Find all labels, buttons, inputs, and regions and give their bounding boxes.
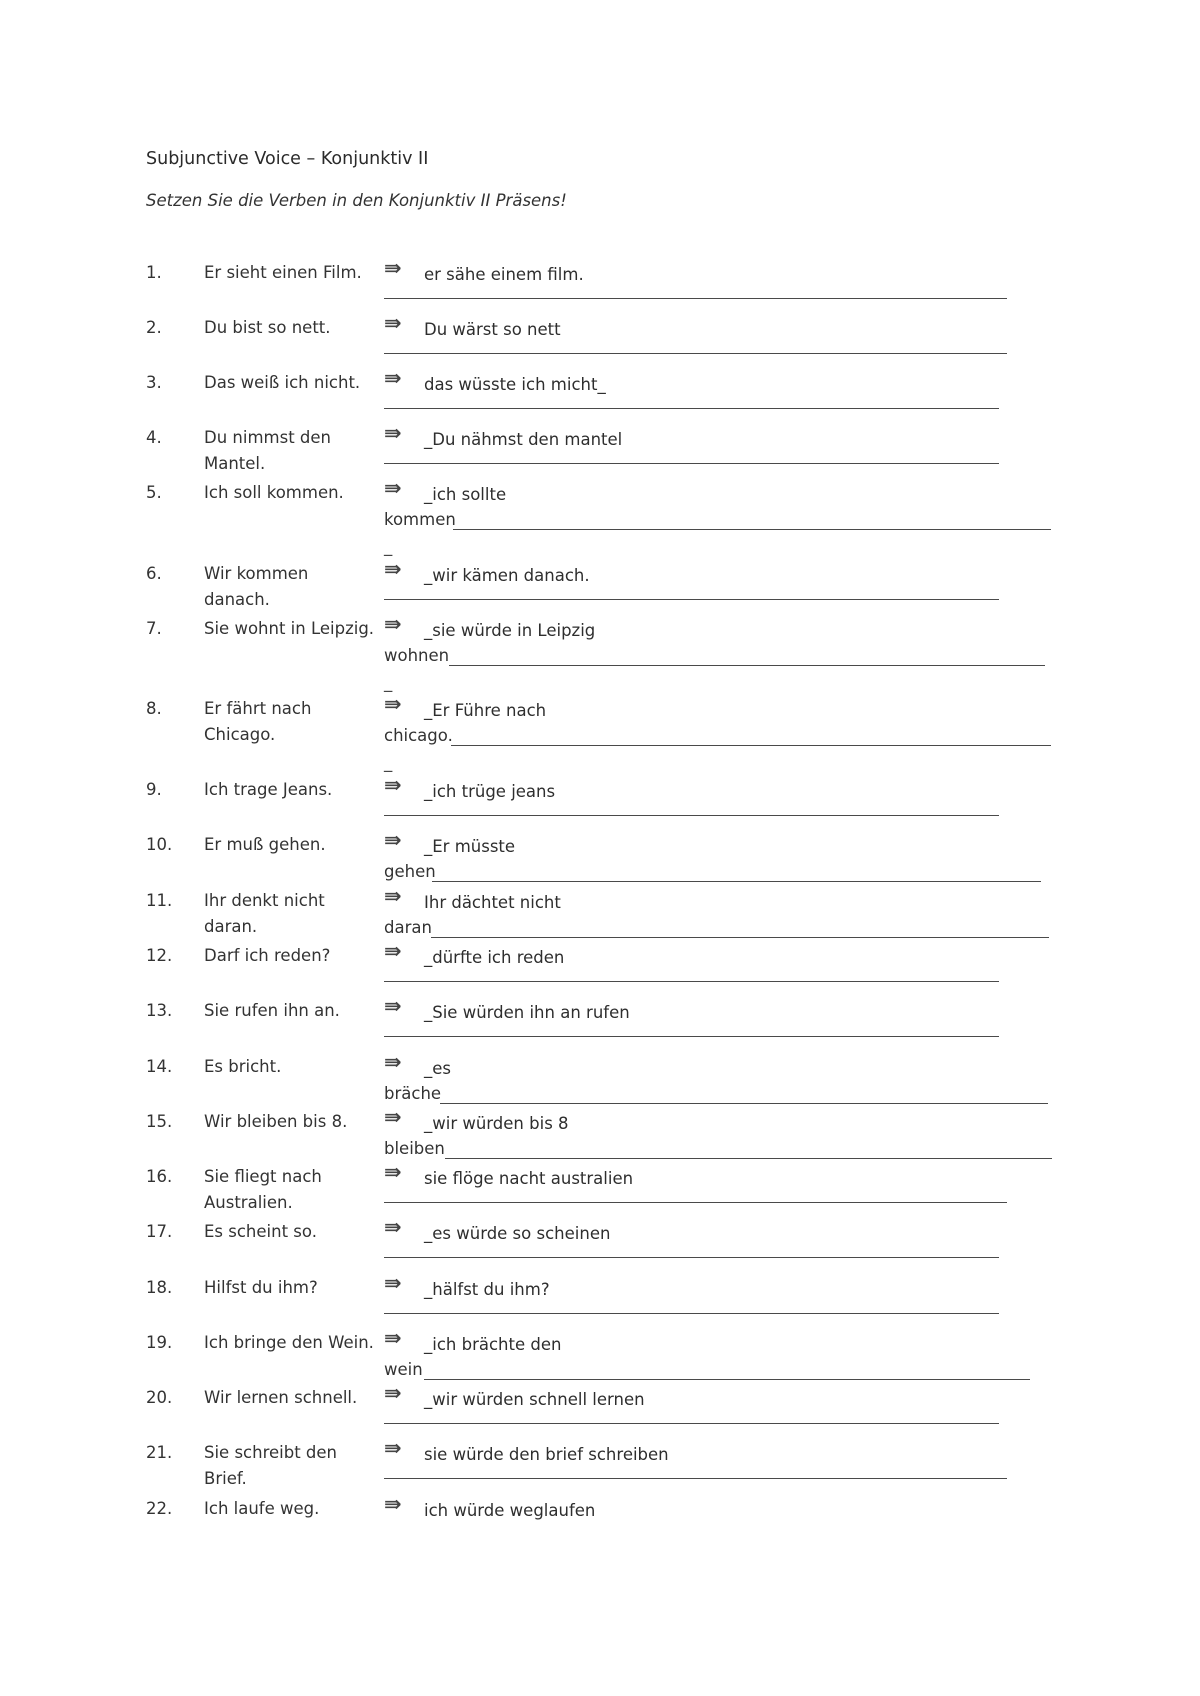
exercise-number: 1. xyxy=(146,263,162,282)
exercise-number: 14. xyxy=(146,1057,173,1076)
exercise-answer-continuation: kommen xyxy=(384,510,456,529)
exercise-answer-continuation: daran xyxy=(384,918,432,937)
answer-underline xyxy=(384,1257,999,1258)
arrow-right-icon: ⇛ xyxy=(384,1215,402,1239)
exercise-answer: sie flöge nacht australien xyxy=(424,1169,634,1188)
exercise-row xyxy=(0,692,1200,772)
exercise-number: 16. xyxy=(146,1167,173,1186)
exercise-answer-continuation: wohnen xyxy=(384,646,450,665)
arrow-right-icon: ⇛ xyxy=(384,1271,402,1295)
arrow-right-icon: ⇛ xyxy=(384,828,402,852)
arrow-right-icon: ⇛ xyxy=(384,366,402,390)
exercise-row xyxy=(0,828,1200,884)
exercise-row xyxy=(0,939,1200,995)
exercise-answer: er sähe einem film. xyxy=(424,265,584,284)
exercise-number: 20. xyxy=(146,1388,173,1407)
exercise-question: Sie fliegt nach Australien. xyxy=(204,1167,322,1212)
answer-underline xyxy=(384,1202,1007,1203)
arrow-right-icon: ⇛ xyxy=(384,1492,402,1516)
exercise-question: Er sieht einen Film. xyxy=(204,263,362,282)
exercise-number: 22. xyxy=(146,1499,173,1518)
exercise-row xyxy=(0,612,1200,692)
answer-underline xyxy=(451,745,1051,746)
exercise-number: 5. xyxy=(146,483,162,502)
arrow-right-icon: ⇛ xyxy=(384,1381,402,1405)
answer-underline xyxy=(453,529,1051,530)
exercise-number: 7. xyxy=(146,619,162,638)
exercise-number: 21. xyxy=(146,1443,173,1462)
exercise-number: 12. xyxy=(146,946,173,965)
exercise-row xyxy=(0,1492,1200,1548)
exercise-row xyxy=(0,1381,1200,1437)
arrow-right-icon: ⇛ xyxy=(384,1050,402,1074)
exercise-row xyxy=(0,476,1200,556)
exercise-row xyxy=(0,1215,1200,1271)
exercise-number: 3. xyxy=(146,373,162,392)
exercise-number: 18. xyxy=(146,1278,173,1297)
exercise-question: Er muß gehen. xyxy=(204,835,326,854)
answer-underline xyxy=(384,298,1007,299)
arrow-right-icon: ⇛ xyxy=(384,1105,402,1129)
exercise-answer: _Er müsste xyxy=(424,837,516,856)
exercise-row xyxy=(0,256,1200,312)
arrow-right-icon: ⇛ xyxy=(384,1436,402,1460)
exercise-question: Ich trage Jeans. xyxy=(204,780,333,799)
exercise-question: Du nimmst den Mantel. xyxy=(204,428,331,473)
arrow-right-icon: ⇛ xyxy=(384,994,402,1018)
answer-underline xyxy=(384,1423,999,1424)
arrow-right-icon: ⇛ xyxy=(384,692,402,716)
exercise-question: Ihr denkt nicht daran. xyxy=(204,891,325,936)
exercise-row xyxy=(0,1326,1200,1382)
arrow-right-icon: ⇛ xyxy=(384,421,402,445)
answer-underline xyxy=(440,1103,1048,1104)
answer-underline xyxy=(384,1478,1007,1479)
exercise-answer: _es würde so scheinen xyxy=(424,1224,611,1243)
arrow-right-icon: ⇛ xyxy=(384,557,402,581)
exercise-row xyxy=(0,884,1200,940)
exercise-answer: _wir kämen danach. xyxy=(424,566,590,585)
answer-underline xyxy=(384,353,1007,354)
exercise-answer-continuation: chicago. xyxy=(384,726,453,745)
exercise-question: Wir kommen danach. xyxy=(204,564,309,609)
exercise-answer: sie würde den brief schreiben xyxy=(424,1445,669,1464)
answer-underline xyxy=(384,1313,999,1314)
arrow-right-icon: ⇛ xyxy=(384,773,402,797)
exercise-question: Ich soll kommen. xyxy=(204,483,344,502)
exercise-number: 4. xyxy=(146,428,162,447)
exercise-answer: _hälfst du ihm? xyxy=(424,1280,550,1299)
exercise-number: 13. xyxy=(146,1001,173,1020)
exercise-answer: _es xyxy=(424,1059,451,1078)
arrow-right-icon: ⇛ xyxy=(384,1160,402,1184)
exercise-answer: _ich trüge jeans xyxy=(424,782,556,801)
exercise-answer: Ihr dächtet nicht xyxy=(424,893,561,912)
arrow-right-icon: ⇛ xyxy=(384,1326,402,1350)
exercise-answer: _dürfte ich reden xyxy=(424,948,565,967)
answer-underline xyxy=(432,881,1041,882)
exercise-number: 17. xyxy=(146,1222,173,1241)
exercise-answer: _wir würden bis 8 xyxy=(424,1114,569,1133)
exercise-question: Du bist so nett. xyxy=(204,318,331,337)
arrow-right-icon: ⇛ xyxy=(384,256,402,280)
exercise-number: 10. xyxy=(146,835,173,854)
exercise-row xyxy=(0,557,1200,613)
exercise-answer: _Er Führe nach xyxy=(424,701,547,720)
answer-underline xyxy=(431,937,1049,938)
exercise-number: 19. xyxy=(146,1333,173,1352)
answer-underline xyxy=(445,1158,1052,1159)
page-title: Subjunctive Voice – Konjunktiv II xyxy=(146,149,429,169)
exercise-question: Sie wohnt in Leipzig. xyxy=(204,619,375,638)
answer-underline xyxy=(384,1036,999,1037)
exercise-answer: _ich brächte den xyxy=(424,1335,562,1354)
exercise-row xyxy=(0,311,1200,367)
arrow-right-icon: ⇛ xyxy=(384,939,402,963)
exercise-row xyxy=(0,421,1200,477)
answer-underline xyxy=(384,815,999,816)
exercise-question: Es bricht. xyxy=(204,1057,282,1076)
exercise-row xyxy=(0,994,1200,1050)
exercise-answer: Du wärst so nett xyxy=(424,320,561,339)
exercise-question: Sie schreibt den Brief. xyxy=(204,1443,338,1488)
exercise-row xyxy=(0,1436,1200,1492)
exercise-answer: ich würde weglaufen xyxy=(424,1501,596,1520)
exercise-row xyxy=(0,1271,1200,1327)
arrow-right-icon: ⇛ xyxy=(384,612,402,636)
exercise-question: Er fährt nach Chicago. xyxy=(204,699,312,744)
exercise-answer: _ich sollte xyxy=(424,485,507,504)
exercise-row xyxy=(0,366,1200,422)
exercise-question: Das weiß ich nicht. xyxy=(204,373,361,392)
answer-underline xyxy=(384,981,999,982)
exercise-number: 2. xyxy=(146,318,162,337)
answer-trailing-mark: _ xyxy=(384,673,393,692)
exercise-answer: das wüsste ich micht_ xyxy=(424,375,606,394)
exercise-question: Wir lernen schnell. xyxy=(204,1388,358,1407)
exercise-answer: _Sie würden ihn an rufen xyxy=(424,1003,630,1022)
answer-underline xyxy=(384,408,999,409)
arrow-right-icon: ⇛ xyxy=(384,476,402,500)
arrow-right-icon: ⇛ xyxy=(384,884,402,908)
exercise-question: Sie rufen ihn an. xyxy=(204,1001,340,1020)
exercise-answer-continuation: bräche xyxy=(384,1084,442,1103)
exercise-answer-continuation: bleiben xyxy=(384,1139,445,1158)
exercise-question: Wir bleiben bis 8. xyxy=(204,1112,348,1131)
exercise-answer: _wir würden schnell lernen xyxy=(424,1390,645,1409)
exercise-row xyxy=(0,773,1200,829)
arrow-right-icon: ⇛ xyxy=(384,311,402,335)
exercise-answer: _sie würde in Leipzig xyxy=(424,621,596,640)
exercise-number: 8. xyxy=(146,699,162,718)
answer-underline xyxy=(384,463,999,464)
exercise-row xyxy=(0,1050,1200,1106)
exercise-row xyxy=(0,1160,1200,1216)
exercise-answer-continuation: wein xyxy=(384,1360,423,1379)
answer-underline xyxy=(449,665,1045,666)
exercise-question: Hilfst du ihm? xyxy=(204,1278,318,1297)
exercise-number: 9. xyxy=(146,780,162,799)
exercise-question: Es scheint so. xyxy=(204,1222,317,1241)
exercise-question: Darf ich reden? xyxy=(204,946,331,965)
exercise-number: 11. xyxy=(146,891,173,910)
exercise-number: 6. xyxy=(146,564,162,583)
exercise-answer: _Du nähmst den mantel xyxy=(424,430,623,449)
instruction: Setzen Sie die Verben in den Konjunktiv II Präsens! xyxy=(146,191,567,210)
exercise-number: 15. xyxy=(146,1112,173,1131)
exercise-question: Ich laufe weg. xyxy=(204,1499,320,1518)
exercise-row xyxy=(0,1105,1200,1161)
exercise-question: Ich bringe den Wein. xyxy=(204,1333,374,1352)
answer-trailing-mark: _ xyxy=(384,537,393,556)
exercise-answer-continuation: gehen xyxy=(384,862,436,881)
answer-trailing-mark: _ xyxy=(384,753,393,772)
answer-underline xyxy=(384,599,999,600)
answer-underline xyxy=(424,1379,1030,1380)
